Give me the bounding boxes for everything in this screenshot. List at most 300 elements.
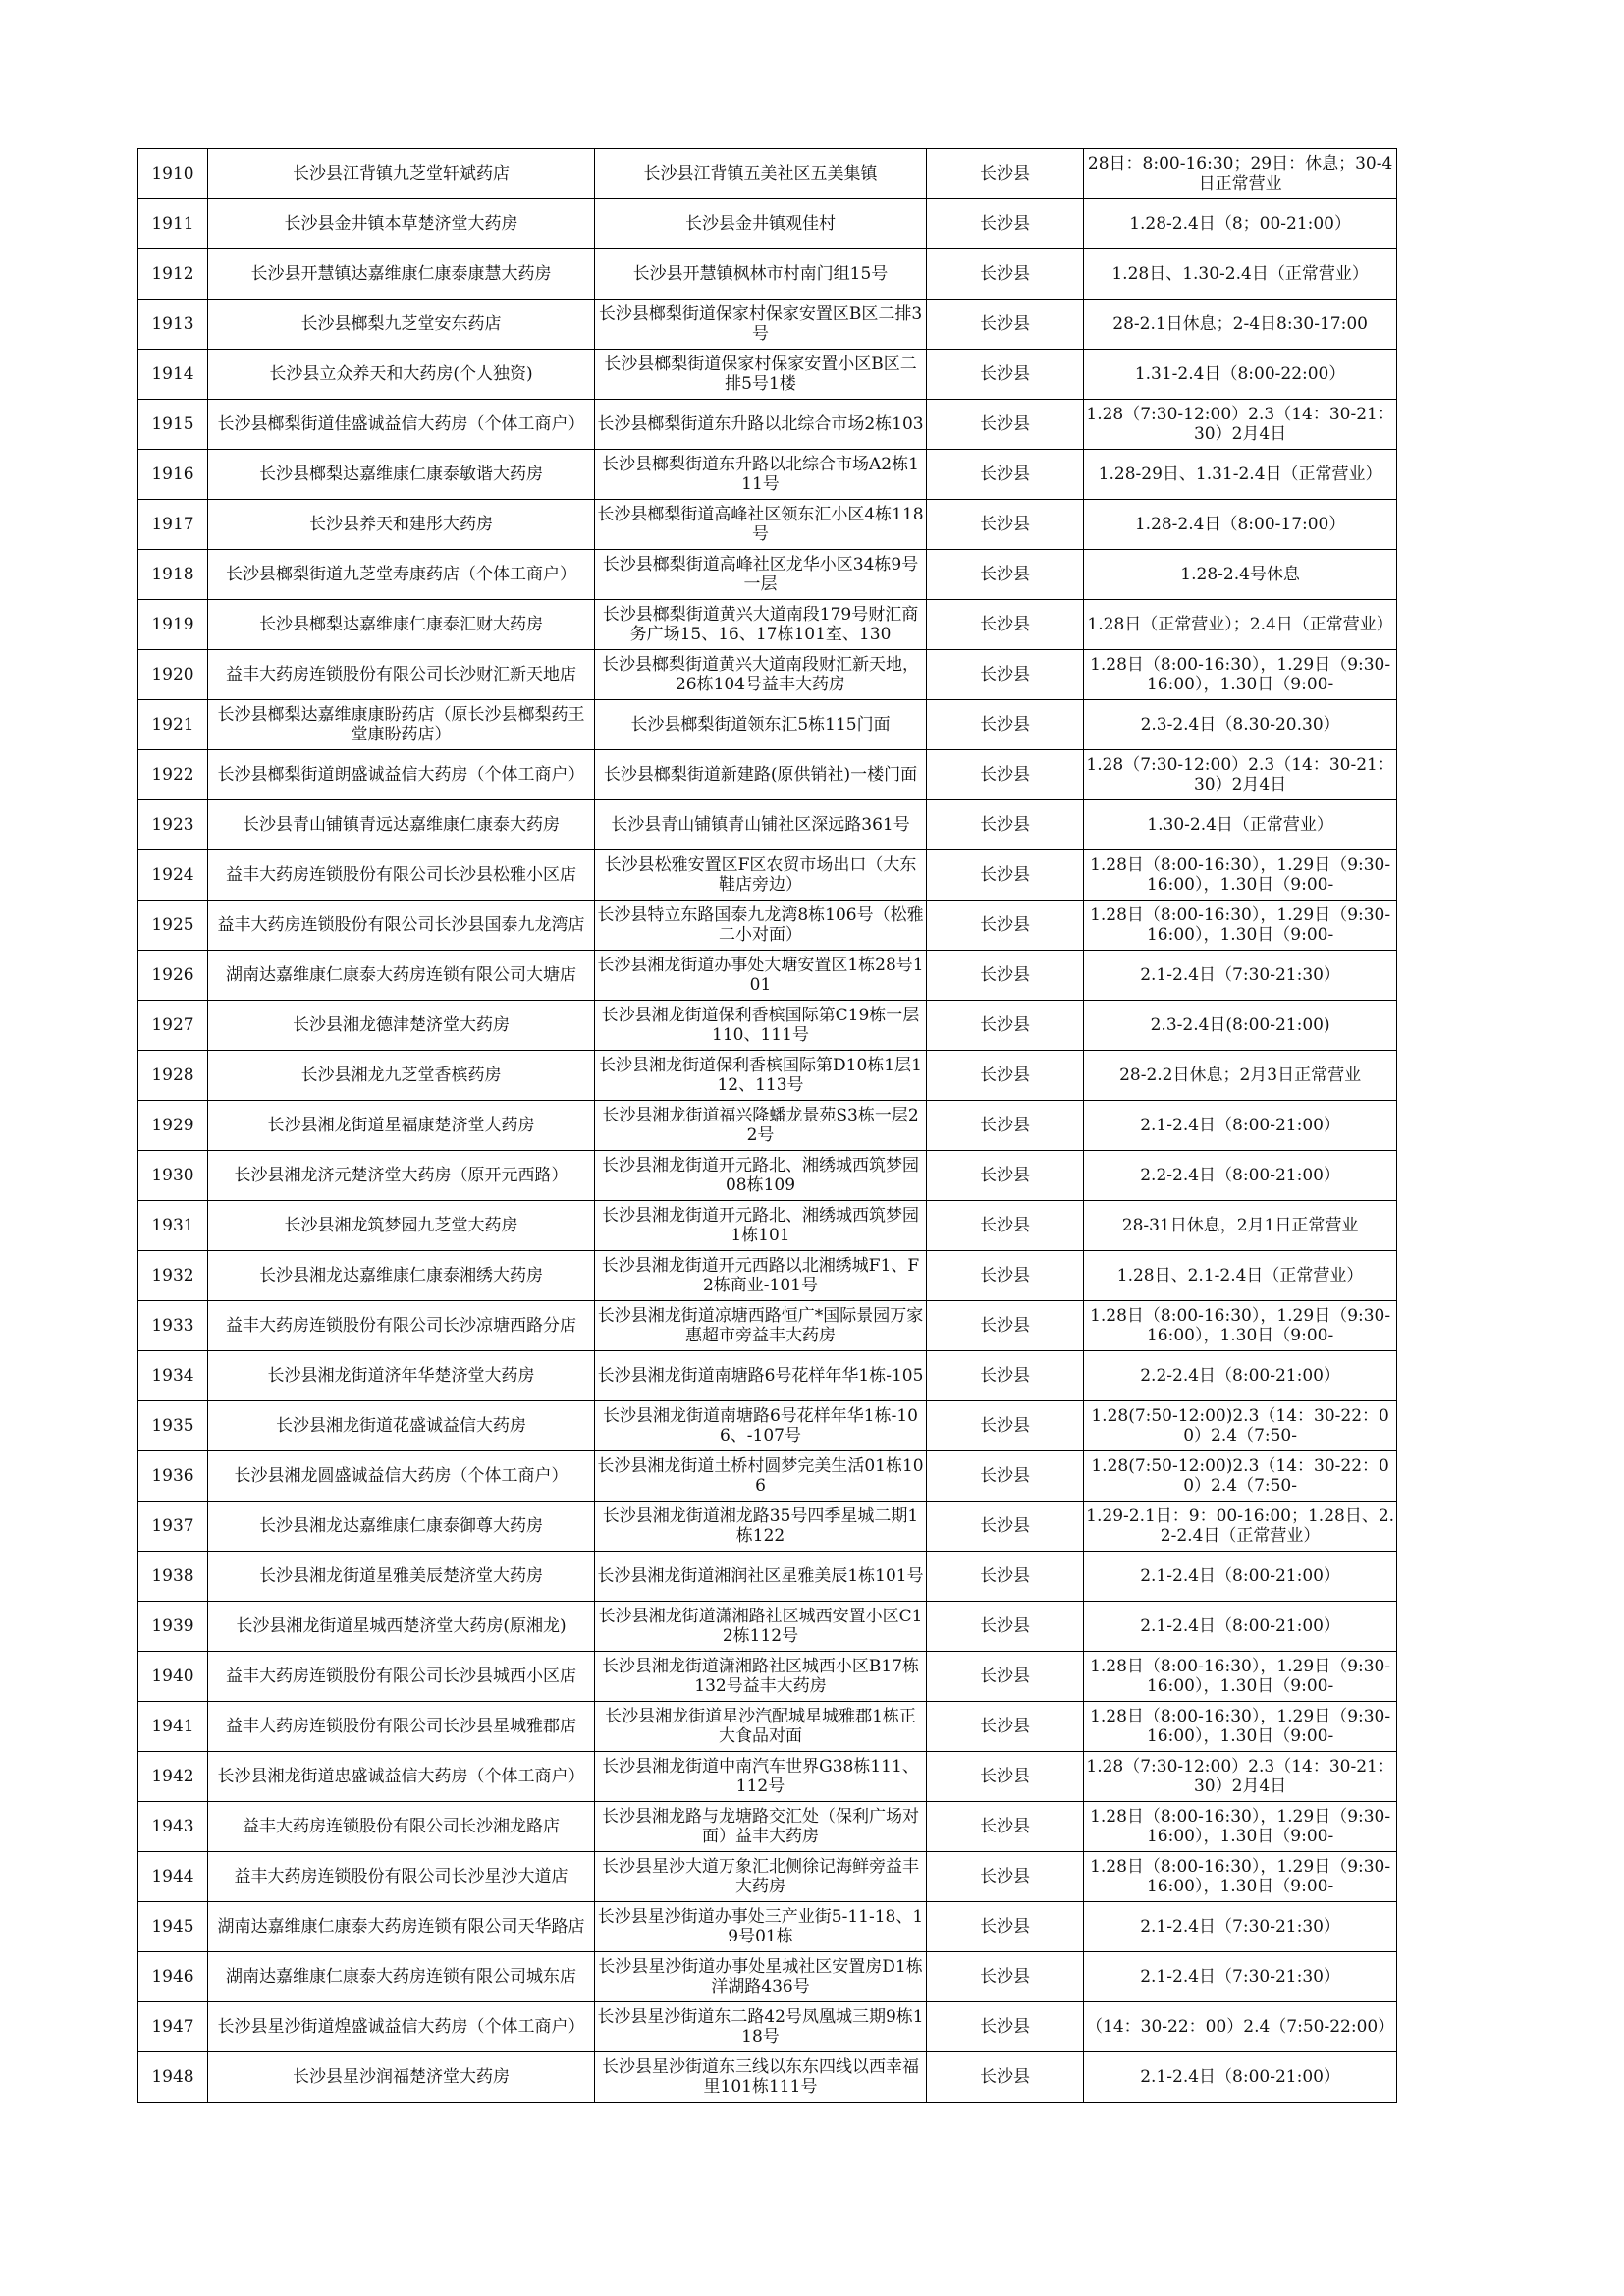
row-number-cell bbox=[138, 199, 208, 249]
pharmacy-address-cell bbox=[595, 750, 927, 800]
row-number-cell bbox=[138, 1001, 208, 1051]
row-number: 1937 bbox=[151, 1516, 194, 1536]
pharmacy-address: 长沙县湘龙街道南塘路6号花样年华1栋-106、-107号 bbox=[602, 1406, 918, 1446]
pharmacy-name-cell bbox=[208, 2052, 595, 2103]
row-number: 1918 bbox=[151, 565, 194, 584]
business-hours-cell bbox=[1084, 1001, 1397, 1051]
county-name-cell bbox=[927, 1502, 1084, 1552]
table-row bbox=[138, 901, 1397, 951]
county-name-cell bbox=[927, 800, 1084, 850]
pharmacy-address-cell bbox=[595, 2052, 927, 2103]
pharmacy-name-cell bbox=[208, 750, 595, 800]
row-number-cell bbox=[138, 1151, 208, 1201]
row-number-cell bbox=[138, 1401, 208, 1451]
table-row bbox=[138, 1552, 1397, 1602]
row-number-cell bbox=[138, 1301, 208, 1351]
pharmacy-name: 长沙县湘龙筑梦园九芝堂大药房 bbox=[284, 1216, 518, 1235]
pharmacy-address-cell bbox=[595, 300, 927, 350]
county-name: 长沙县 bbox=[980, 865, 1030, 885]
business-hours-cell bbox=[1084, 550, 1397, 600]
pharmacy-address-cell bbox=[595, 1251, 927, 1301]
pharmacy-address: 长沙县湘龙街道办事处大塘安置区1栋28号101 bbox=[597, 956, 924, 995]
business-hours-cell bbox=[1084, 700, 1397, 750]
county-name: 长沙县 bbox=[980, 1116, 1030, 1135]
county-name: 长沙县 bbox=[980, 515, 1030, 534]
pharmacy-address: 长沙县青山铺镇青山铺社区深远路361号 bbox=[611, 815, 910, 835]
county-name: 长沙县 bbox=[980, 1516, 1030, 1536]
county-name: 长沙县 bbox=[980, 1616, 1030, 1636]
row-number: 1913 bbox=[151, 314, 194, 334]
business-hours: 2.1-2.4日（7:30-21:30） bbox=[1140, 1967, 1340, 1987]
business-hours-cell bbox=[1084, 2052, 1397, 2103]
row-number-cell bbox=[138, 901, 208, 951]
pharmacy-name-cell bbox=[208, 550, 595, 600]
row-number-cell bbox=[138, 1201, 208, 1251]
county-name: 长沙县 bbox=[980, 314, 1030, 334]
pharmacy-name-cell bbox=[208, 1151, 595, 1201]
business-hours: 1.28(7:50-12:00)2.3（14：30-22：00）2.4（7:50- bbox=[1091, 1406, 1389, 1446]
business-hours-cell bbox=[1084, 1351, 1397, 1401]
table-row bbox=[138, 1451, 1397, 1502]
county-name: 长沙县 bbox=[980, 915, 1030, 935]
row-number-cell bbox=[138, 2002, 208, 2052]
table-row bbox=[138, 1301, 1397, 1351]
pharmacy-name: 长沙县湘龙达嘉维康仁康泰御尊大药房 bbox=[259, 1516, 543, 1536]
table-row bbox=[138, 1251, 1397, 1301]
business-hours: 1.31-2.4日（8:00-22:00） bbox=[1134, 364, 1346, 384]
row-number-cell bbox=[138, 1351, 208, 1401]
pharmacy-address-cell bbox=[595, 1001, 927, 1051]
pharmacy-name: 长沙县湘龙德津楚济堂大药房 bbox=[293, 1015, 510, 1035]
county-name: 长沙县 bbox=[980, 1767, 1030, 1786]
pharmacy-name: 长沙县星沙润福楚济堂大药房 bbox=[293, 2067, 510, 2087]
pharmacy-name-cell bbox=[208, 400, 595, 450]
county-name-cell bbox=[927, 650, 1084, 700]
table-row bbox=[138, 300, 1397, 350]
row-number-cell bbox=[138, 500, 208, 550]
table-row bbox=[138, 800, 1397, 850]
pharmacy-address-cell bbox=[595, 1802, 927, 1852]
pharmacy-address: 长沙县金井镇观佳村 bbox=[685, 214, 836, 234]
pharmacy-name-cell bbox=[208, 800, 595, 850]
business-hours-cell bbox=[1084, 1101, 1397, 1151]
business-hours: 1.28日、1.30-2.4日（正常营业） bbox=[1111, 264, 1369, 284]
pharmacy-address-cell bbox=[595, 400, 927, 450]
table-row bbox=[138, 700, 1397, 750]
pharmacy-name-cell bbox=[208, 500, 595, 550]
pharmacy-address-cell bbox=[595, 850, 927, 901]
pharmacy-name-cell bbox=[208, 1001, 595, 1051]
pharmacy-name: 长沙县立众养天和大药房(个人独资) bbox=[269, 364, 533, 384]
row-number: 1938 bbox=[151, 1566, 194, 1586]
county-name-cell bbox=[927, 901, 1084, 951]
pharmacy-address: 长沙县榔梨街道黄兴大道南段179号财汇商务广场15、16、17栋101室、130 bbox=[602, 605, 919, 644]
pharmacy-name: 长沙县养天和建彤大药房 bbox=[309, 515, 493, 534]
county-name-cell bbox=[927, 1251, 1084, 1301]
pharmacy-address: 长沙县湘龙街道湘龙路35号四季星城二期1栋122 bbox=[602, 1506, 919, 1546]
county-name-cell bbox=[927, 500, 1084, 550]
row-number-cell bbox=[138, 800, 208, 850]
table-row bbox=[138, 149, 1397, 199]
pharmacy-address-cell bbox=[595, 500, 927, 550]
table-row bbox=[138, 550, 1397, 600]
business-hours-cell bbox=[1084, 1752, 1397, 1802]
pharmacy-address-cell bbox=[595, 901, 927, 951]
row-number-cell bbox=[138, 149, 208, 199]
county-name: 长沙县 bbox=[980, 615, 1030, 634]
county-name: 长沙县 bbox=[980, 715, 1030, 735]
business-hours-cell bbox=[1084, 1602, 1397, 1652]
pharmacy-address: 长沙县开慧镇枫林市村南门组15号 bbox=[632, 264, 889, 284]
county-name-cell bbox=[927, 300, 1084, 350]
county-name: 长沙县 bbox=[980, 164, 1030, 184]
table-row bbox=[138, 1702, 1397, 1752]
row-number-cell bbox=[138, 1101, 208, 1151]
row-number: 1927 bbox=[151, 1015, 194, 1035]
table-row bbox=[138, 1902, 1397, 1952]
county-name-cell bbox=[927, 1451, 1084, 1502]
table-row bbox=[138, 1602, 1397, 1652]
pharmacy-name: 长沙县榔梨街道九芝堂寿康药店（个体工商户） bbox=[226, 565, 576, 584]
row-number: 1924 bbox=[151, 865, 194, 885]
row-number: 1925 bbox=[151, 915, 194, 935]
row-number: 1922 bbox=[151, 765, 194, 785]
row-number: 1932 bbox=[151, 1266, 194, 1285]
pharmacy-address-cell bbox=[595, 1351, 927, 1401]
business-hours: 1.28日（正常营业）；2.4日（正常营业） bbox=[1087, 615, 1393, 634]
pharmacy-name: 长沙县榔梨达嘉维康仁康泰汇财大药房 bbox=[259, 615, 543, 634]
pharmacy-address: 长沙县榔梨街道黄兴大道南段财汇新天地，26栋104号益丰大药房 bbox=[602, 655, 919, 694]
row-number-cell bbox=[138, 450, 208, 500]
row-number: 1926 bbox=[151, 965, 194, 985]
row-number-cell bbox=[138, 1902, 208, 1952]
county-name-cell bbox=[927, 450, 1084, 500]
pharmacy-name-cell bbox=[208, 901, 595, 951]
row-number: 1930 bbox=[151, 1166, 194, 1185]
county-name: 长沙县 bbox=[980, 264, 1030, 284]
business-hours: 2.1-2.4日（8:00-21:00） bbox=[1140, 1616, 1340, 1636]
table-row bbox=[138, 1401, 1397, 1451]
business-hours: 28-2.2日休息；2月3日正常营业 bbox=[1119, 1066, 1362, 1085]
row-number: 1945 bbox=[151, 1917, 194, 1937]
business-hours-cell bbox=[1084, 1251, 1397, 1301]
row-number: 1915 bbox=[151, 414, 194, 434]
row-number-cell bbox=[138, 1251, 208, 1301]
county-name: 长沙县 bbox=[980, 1066, 1030, 1085]
business-hours: 1.28（7:30-12:00）2.3（14：30-21：30）2月4日 bbox=[1086, 755, 1394, 794]
county-name: 长沙县 bbox=[980, 1416, 1030, 1436]
business-hours-cell bbox=[1084, 800, 1397, 850]
county-name-cell bbox=[927, 1151, 1084, 1201]
pharmacy-address: 长沙县湘龙街道开元路北、湘绣城西筑梦园1栋101 bbox=[602, 1206, 919, 1245]
pharmacy-address-cell bbox=[595, 149, 927, 199]
county-name: 长沙县 bbox=[980, 1566, 1030, 1586]
pharmacy-name: 益丰大药房连锁股份有限公司长沙星沙大道店 bbox=[234, 1867, 568, 1886]
row-number: 1919 bbox=[151, 615, 194, 634]
pharmacy-name: 长沙县湘龙街道星城西楚济堂大药房(原湘龙) bbox=[236, 1616, 567, 1636]
county-name-cell bbox=[927, 249, 1084, 300]
business-hours: 1.28-2.4日（8；00-21:00） bbox=[1129, 214, 1352, 234]
county-name-cell bbox=[927, 1702, 1084, 1752]
business-hours: 1.28日（8:00-16:30），1.29日（9:30-16:00），1.30日（9:00- bbox=[1090, 655, 1391, 694]
business-hours-cell bbox=[1084, 400, 1397, 450]
pharmacy-name: 长沙县湘龙街道济年华楚济堂大药房 bbox=[267, 1366, 535, 1386]
table-row bbox=[138, 1502, 1397, 1552]
row-number: 1929 bbox=[151, 1116, 194, 1135]
county-name-cell bbox=[927, 600, 1084, 650]
row-number: 1942 bbox=[151, 1767, 194, 1786]
pharmacy-name-cell bbox=[208, 450, 595, 500]
pharmacy-name-cell bbox=[208, 2002, 595, 2052]
pharmacy-name-cell bbox=[208, 850, 595, 901]
pharmacy-name-cell bbox=[208, 300, 595, 350]
business-hours: 2.3-2.4日(8:00-21:00) bbox=[1150, 1015, 1330, 1035]
pharmacy-name-cell bbox=[208, 1201, 595, 1251]
pharmacy-name-cell bbox=[208, 350, 595, 400]
pharmacy-address-cell bbox=[595, 2002, 927, 2052]
county-name: 长沙县 bbox=[980, 1817, 1030, 1836]
business-hours: 28-31日休息，2月1日正常营业 bbox=[1121, 1216, 1359, 1235]
county-name-cell bbox=[927, 1952, 1084, 2002]
row-number-cell bbox=[138, 1051, 208, 1101]
row-number: 1911 bbox=[151, 214, 194, 234]
business-hours: 1.28日（8:00-16:30），1.29日（9:30-16:00），1.30日（9:00- bbox=[1090, 1306, 1391, 1345]
business-hours-cell bbox=[1084, 249, 1397, 300]
business-hours: 2.1-2.4日（8:00-21:00） bbox=[1140, 2067, 1340, 2087]
county-name-cell bbox=[927, 1051, 1084, 1101]
pharmacy-address: 长沙县湘龙街道开元西路以北湘绣城F1、F2栋商业-101号 bbox=[601, 1256, 920, 1295]
row-number: 1940 bbox=[151, 1667, 194, 1686]
row-number: 1944 bbox=[151, 1867, 194, 1886]
business-hours: 1.28（7:30-12:00）2.3（14：30-21：30）2月4日 bbox=[1086, 1757, 1394, 1796]
row-number: 1943 bbox=[151, 1817, 194, 1836]
pharmacy-name-cell bbox=[208, 1802, 595, 1852]
row-number: 1948 bbox=[151, 2067, 194, 2087]
pharmacy-address-cell bbox=[595, 450, 927, 500]
row-number: 1928 bbox=[151, 1066, 194, 1085]
pharmacy-name: 益丰大药房连锁股份有限公司长沙县国泰九龙湾店 bbox=[217, 915, 585, 935]
pharmacy-address: 长沙县星沙街道东二路42号凤凰城三期9栋118号 bbox=[597, 2007, 924, 2047]
pharmacy-name: 长沙县榔梨街道佳盛诚益信大药房（个体工商户） bbox=[217, 414, 585, 434]
table-row bbox=[138, 500, 1397, 550]
table-row bbox=[138, 199, 1397, 249]
business-hours-cell bbox=[1084, 1902, 1397, 1952]
table-row bbox=[138, 1001, 1397, 1051]
business-hours: 1.29-2.1日：9：00-16:00；1.28日、2.2-2.4日（正常营业） bbox=[1086, 1506, 1395, 1546]
pharmacy-address-cell bbox=[595, 1201, 927, 1251]
table-row bbox=[138, 400, 1397, 450]
pharmacy-name-cell bbox=[208, 1051, 595, 1101]
row-number-cell bbox=[138, 1451, 208, 1502]
business-hours-cell bbox=[1084, 750, 1397, 800]
table-row bbox=[138, 1852, 1397, 1902]
row-number-cell bbox=[138, 650, 208, 700]
county-name: 长沙县 bbox=[980, 1717, 1030, 1736]
county-name: 长沙县 bbox=[980, 1466, 1030, 1486]
business-hours: 1.28日（8:00-16:30），1.29日（9:30-16:00），1.30日（9:00- bbox=[1090, 855, 1391, 895]
row-number-cell bbox=[138, 951, 208, 1001]
table-row bbox=[138, 1201, 1397, 1251]
row-number-cell bbox=[138, 850, 208, 901]
business-hours-cell bbox=[1084, 199, 1397, 249]
county-name: 长沙县 bbox=[980, 364, 1030, 384]
pharmacy-address-cell bbox=[595, 199, 927, 249]
business-hours-cell bbox=[1084, 149, 1397, 199]
pharmacy-address: 长沙县星沙街道办事处星城社区安置房D1栋洋湖路436号 bbox=[598, 1957, 923, 1996]
pharmacy-address-cell bbox=[595, 550, 927, 600]
table-row bbox=[138, 750, 1397, 800]
pharmacy-address-cell bbox=[595, 249, 927, 300]
county-name: 长沙县 bbox=[980, 214, 1030, 234]
pharmacy-name: 长沙县湘龙济元楚济堂大药房（原开元西路） bbox=[234, 1166, 568, 1185]
pharmacy-address-cell bbox=[595, 1702, 927, 1752]
pharmacy-address: 长沙县松雅安置区F区农贸市场出口（大东鞋店旁边） bbox=[604, 855, 917, 895]
pharmacy-name-cell bbox=[208, 700, 595, 750]
pharmacy-name-cell bbox=[208, 199, 595, 249]
business-hours-cell bbox=[1084, 901, 1397, 951]
pharmacy-address-cell bbox=[595, 1301, 927, 1351]
county-name: 长沙县 bbox=[980, 1015, 1030, 1035]
row-number: 1921 bbox=[151, 715, 194, 735]
pharmacy-address-cell bbox=[595, 1602, 927, 1652]
business-hours: （14：30-22：00）2.4（7:50-22:00） bbox=[1086, 2017, 1395, 2037]
pharmacy-name: 长沙县金井镇本草楚济堂大药房 bbox=[284, 214, 518, 234]
pharmacy-name-cell bbox=[208, 1652, 595, 1702]
county-name-cell bbox=[927, 149, 1084, 199]
county-name-cell bbox=[927, 550, 1084, 600]
business-hours-cell bbox=[1084, 1151, 1397, 1201]
county-name-cell bbox=[927, 1802, 1084, 1852]
pharmacy-address: 长沙县湘龙街道土桥村圆梦完美生活01栋106 bbox=[597, 1456, 924, 1496]
business-hours: 2.3-2.4日（8.30-20.30） bbox=[1140, 715, 1340, 735]
county-name: 长沙县 bbox=[980, 2067, 1030, 2087]
county-name-cell bbox=[927, 1752, 1084, 1802]
pharmacy-address-cell bbox=[595, 1051, 927, 1101]
pharmacy-name: 益丰大药房连锁股份有限公司长沙县星城雅郡店 bbox=[226, 1717, 576, 1736]
pharmacy-name: 长沙县开慧镇达嘉维康仁康泰康慧大药房 bbox=[250, 264, 552, 284]
pharmacy-name: 长沙县榔梨街道朗盛诚益信大药房（个体工商户） bbox=[217, 765, 585, 785]
pharmacy-address: 长沙县榔梨街道高峰社区领东汇小区4栋118号 bbox=[597, 505, 924, 544]
business-hours: 1.28日（8:00-16:30），1.29日（9:30-16:00），1.30日（9:00- bbox=[1090, 905, 1391, 945]
pharmacy-address-cell bbox=[595, 1552, 927, 1602]
pharmacy-address: 长沙县湘龙街道湘润社区星雅美辰1栋101号 bbox=[597, 1566, 924, 1586]
business-hours: 2.1-2.4日（8:00-21:00） bbox=[1140, 1566, 1340, 1586]
row-number-cell bbox=[138, 300, 208, 350]
pharmacy-address-cell bbox=[595, 1401, 927, 1451]
business-hours-cell bbox=[1084, 1952, 1397, 2002]
pharmacy-name-cell bbox=[208, 1602, 595, 1652]
county-name-cell bbox=[927, 700, 1084, 750]
county-name-cell bbox=[927, 1351, 1084, 1401]
business-hours-cell bbox=[1084, 1852, 1397, 1902]
pharmacy-address: 长沙县湘龙街道星沙汽配城星城雅郡1栋正大食品对面 bbox=[605, 1707, 916, 1746]
pharmacy-name: 湖南达嘉维康仁康泰大药房连锁有限公司天华路店 bbox=[217, 1917, 585, 1937]
row-number: 1933 bbox=[151, 1316, 194, 1336]
pharmacy-address: 长沙县湘龙街道凉塘西路恒广*国际景园万家惠超市旁益丰大药房 bbox=[597, 1306, 924, 1345]
pharmacy-address-cell bbox=[595, 700, 927, 750]
pharmacy-name: 长沙县星沙街道煌盛诚益信大药房（个体工商户） bbox=[217, 2017, 585, 2037]
row-number-cell bbox=[138, 1752, 208, 1802]
business-hours-cell bbox=[1084, 350, 1397, 400]
pharmacy-name: 长沙县湘龙达嘉维康仁康泰湘绣大药房 bbox=[259, 1266, 543, 1285]
county-name: 长沙县 bbox=[980, 414, 1030, 434]
pharmacy-name: 长沙县湘龙街道忠盛诚益信大药房（个体工商户） bbox=[217, 1767, 585, 1786]
row-number: 1939 bbox=[151, 1616, 194, 1636]
county-name-cell bbox=[927, 1902, 1084, 1952]
pharmacy-name: 益丰大药房连锁股份有限公司长沙湘龙路店 bbox=[243, 1817, 560, 1836]
county-name: 长沙县 bbox=[980, 1216, 1030, 1235]
row-number-cell bbox=[138, 700, 208, 750]
county-name: 长沙县 bbox=[980, 1366, 1030, 1386]
row-number-cell bbox=[138, 1502, 208, 1552]
row-number: 1936 bbox=[151, 1466, 194, 1486]
row-number: 1934 bbox=[151, 1366, 194, 1386]
county-name-cell bbox=[927, 350, 1084, 400]
row-number: 1941 bbox=[151, 1717, 194, 1736]
business-hours-cell bbox=[1084, 1201, 1397, 1251]
business-hours: 28-2.1日休息；2-4日8:30-17:00 bbox=[1112, 314, 1368, 334]
row-number-cell bbox=[138, 1952, 208, 2002]
pharmacy-name-cell bbox=[208, 1952, 595, 2002]
table-row bbox=[138, 951, 1397, 1001]
county-name-cell bbox=[927, 2002, 1084, 2052]
pharmacy-name-cell bbox=[208, 1902, 595, 1952]
business-hours-cell bbox=[1084, 1051, 1397, 1101]
pharmacy-name-cell bbox=[208, 1251, 595, 1301]
pharmacy-name-cell bbox=[208, 1702, 595, 1752]
county-name-cell bbox=[927, 400, 1084, 450]
business-hours-cell bbox=[1084, 1552, 1397, 1602]
row-number-cell bbox=[138, 1552, 208, 1602]
county-name-cell bbox=[927, 1201, 1084, 1251]
row-number-cell bbox=[138, 1852, 208, 1902]
business-hours: 1.28-2.4号休息 bbox=[1180, 565, 1300, 584]
pharmacy-address-cell bbox=[595, 650, 927, 700]
county-name: 长沙县 bbox=[980, 965, 1030, 985]
pharmacy-address: 长沙县榔梨街道高峰社区龙华小区34栋9号一层 bbox=[602, 555, 919, 594]
row-number: 1917 bbox=[151, 515, 194, 534]
pharmacy-address-cell bbox=[595, 600, 927, 650]
pharmacy-name-cell bbox=[208, 1752, 595, 1802]
table-row bbox=[138, 2002, 1397, 2052]
business-hours-cell bbox=[1084, 2002, 1397, 2052]
table-row bbox=[138, 650, 1397, 700]
pharmacy-name-cell bbox=[208, 1502, 595, 1552]
pharmacy-name-cell bbox=[208, 600, 595, 650]
business-hours-cell bbox=[1084, 650, 1397, 700]
table-row bbox=[138, 350, 1397, 400]
pharmacy-address: 长沙县特立东路国泰九龙湾8栋106号（松雅二小对面） bbox=[597, 905, 924, 945]
row-number: 1916 bbox=[151, 465, 194, 484]
pharmacy-address-cell bbox=[595, 1652, 927, 1702]
table-row bbox=[138, 600, 1397, 650]
row-number-cell bbox=[138, 550, 208, 600]
county-name-cell bbox=[927, 2052, 1084, 2103]
row-number: 1914 bbox=[151, 364, 194, 384]
pharmacy-name-cell bbox=[208, 1101, 595, 1151]
row-number-cell bbox=[138, 1602, 208, 1652]
pharmacy-address-cell bbox=[595, 1151, 927, 1201]
pharmacy-address: 长沙县湘龙路与龙塘路交汇处（保利广场对面）益丰大药房 bbox=[602, 1807, 919, 1846]
pharmacy-address: 长沙县湘龙街道保利香槟国际第D10栋1层112、113号 bbox=[599, 1056, 922, 1095]
row-number: 1946 bbox=[151, 1967, 194, 1987]
row-number: 1910 bbox=[151, 164, 194, 184]
row-number-cell bbox=[138, 1802, 208, 1852]
business-hours-cell bbox=[1084, 1401, 1397, 1451]
row-number-cell bbox=[138, 750, 208, 800]
row-number: 1920 bbox=[151, 665, 194, 684]
pharmacy-name: 长沙县湘龙街道星福康楚济堂大药房 bbox=[267, 1116, 535, 1135]
